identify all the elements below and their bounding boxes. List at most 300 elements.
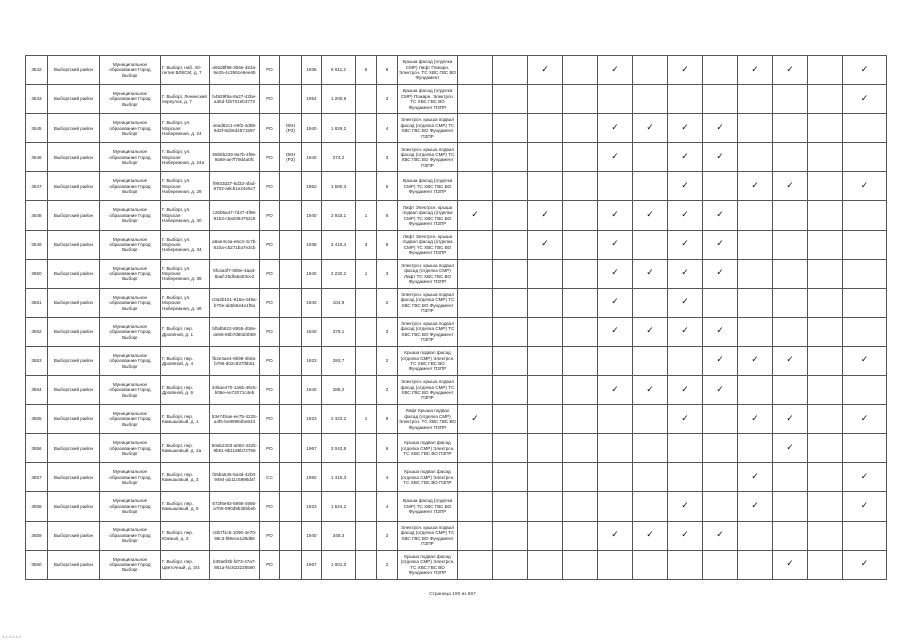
note-cell <box>280 550 302 579</box>
address-cell: Г. Выборг, пер. Южный, д. 2 <box>161 521 210 550</box>
check-cell <box>458 521 493 550</box>
check-cell <box>528 85 563 114</box>
floors-cell <box>356 492 377 521</box>
check-cell <box>668 201 703 230</box>
check-mark-icon: ✓ <box>611 210 619 221</box>
guid-cell: bf5db822-6555-4b8e-ae56-86b7d60d4059 <box>210 317 260 346</box>
address-cell: Г. Выборг, пер. Дровяной, д. 4 <box>161 346 210 375</box>
check-cell <box>668 405 703 434</box>
check-cell <box>808 376 843 405</box>
check-cell <box>703 288 738 317</box>
check-mark-icon: ✓ <box>681 210 689 221</box>
check-cell <box>808 405 843 434</box>
material-cell: РО <box>260 56 280 85</box>
check-cell <box>563 492 598 521</box>
row-number: 3548 <box>26 201 48 230</box>
row-number: 3555 <box>26 405 48 434</box>
note-cell <box>280 288 302 317</box>
check-mark-icon: ✓ <box>681 239 689 250</box>
check-cell <box>528 288 563 317</box>
check-cell <box>633 56 668 85</box>
entrances-cell: 9 <box>377 56 398 85</box>
note-cell <box>280 434 302 463</box>
check-cell <box>843 434 887 463</box>
check-cell <box>703 56 738 85</box>
check-mark-icon: ✓ <box>681 413 689 424</box>
guid-cell: 346ae470-1a5b-49c5-b08e-ee72071c4e5 <box>210 376 260 405</box>
check-cell <box>598 201 633 230</box>
check-cell <box>633 521 668 550</box>
check-cell <box>598 230 633 259</box>
check-cell <box>738 288 773 317</box>
note-cell <box>280 259 302 288</box>
works-cell: Крыша фасад (отделка СМР) Пожарн. Электрсн. ТС ХВС ГВС ВО Фундамент ПЗПР <box>398 85 458 114</box>
check-cell <box>738 259 773 288</box>
year-cell: 1936 <box>302 56 322 85</box>
year-cell: 1967 <box>302 550 322 579</box>
check-cell <box>773 550 808 579</box>
area-cell: 274,2 <box>322 143 356 172</box>
check-cell <box>668 550 703 579</box>
check-mark-icon: ✓ <box>860 355 869 366</box>
material-cell: РО <box>260 521 280 550</box>
row-number: 3559 <box>26 521 48 550</box>
check-cell <box>458 346 493 375</box>
check-cell <box>668 288 703 317</box>
check-mark-icon: ✓ <box>786 355 794 366</box>
check-cell <box>493 230 528 259</box>
works-cell: Крыша фасад (отделка СМР) ТС ХВС ГВС ВО Фундамент ПЗПР <box>398 172 458 201</box>
check-cell <box>703 550 738 579</box>
check-mark-icon: ✓ <box>611 530 619 541</box>
check-cell <box>598 172 633 201</box>
table-row <box>26 550 887 579</box>
check-mark-icon: ✓ <box>646 326 654 337</box>
area-cell: 285,2 <box>322 376 356 405</box>
row-number: 3549 <box>26 230 48 259</box>
table-row <box>26 172 887 201</box>
check-mark-icon: ✓ <box>860 471 869 482</box>
table-row <box>26 492 887 521</box>
table-row <box>26 56 887 85</box>
row-number: 3550 <box>26 259 48 288</box>
check-mark-icon: ✓ <box>611 151 619 162</box>
guid-cell: 672f6e93-5990-4985-a706-990d9b35bbeb <box>210 492 260 521</box>
entrances-cell: 4 <box>377 463 398 492</box>
entrances-cell: 6 <box>377 434 398 463</box>
check-cell <box>738 463 773 492</box>
check-cell <box>633 405 668 434</box>
floors-cell <box>356 434 377 463</box>
note-cell <box>280 376 302 405</box>
entrances-cell: 2 <box>377 521 398 550</box>
check-mark-icon: ✓ <box>681 64 689 75</box>
municipality-cell: Муниципальное образование Город Выборг <box>100 201 161 230</box>
year-cell: 1940 <box>302 521 322 550</box>
check-cell <box>563 259 598 288</box>
check-mark-icon: ✓ <box>471 210 479 221</box>
note-cell <box>280 172 302 201</box>
guid-cell: a92d8f98-3b6e-453a-9e25-4c3991e6ee65 <box>210 56 260 85</box>
material-cell: РО <box>260 172 280 201</box>
row-number: 3556 <box>26 434 48 463</box>
note-cell <box>280 85 302 114</box>
check-cell <box>633 550 668 579</box>
table-row <box>26 114 887 143</box>
works-cell: Лифт Электрсн. крыша подвал фасад (отделка СМР) ТС ХВС ГВС ВО Фундамент ПЗПР <box>398 230 458 259</box>
check-mark-icon: ✓ <box>860 93 869 104</box>
municipality-cell: Муниципальное образование Город Выборг <box>100 288 161 317</box>
area-cell: 1 200,9 <box>322 85 356 114</box>
district-cell: Выборгский район <box>48 376 100 405</box>
entrances-cell: 2 <box>377 288 398 317</box>
table-row <box>26 376 887 405</box>
check-cell <box>528 550 563 579</box>
works-cell: Электрсн. крыша подвал фасад (отделка СМР) ТС ХВС ГВС ВО Фундамент ПЗПР <box>398 317 458 346</box>
check-cell <box>738 346 773 375</box>
check-cell <box>633 259 668 288</box>
table-row <box>26 230 887 259</box>
check-mark-icon: ✓ <box>611 268 619 279</box>
note-cell <box>280 521 302 550</box>
check-cell <box>773 521 808 550</box>
check-mark-icon: ✓ <box>786 64 794 75</box>
works-cell: Электрсн. крыша подвал фасад (отделка СМР) ТС ХВС ГВС ВО Фундамент ПЗПР <box>398 288 458 317</box>
check-mark-icon: ✓ <box>611 297 619 308</box>
district-cell: Выборгский район <box>48 201 100 230</box>
check-cell <box>773 230 808 259</box>
check-cell <box>598 434 633 463</box>
check-cell <box>738 376 773 405</box>
check-cell <box>563 201 598 230</box>
check-cell <box>458 143 493 172</box>
table-row <box>26 259 887 288</box>
check-cell <box>633 346 668 375</box>
check-cell <box>773 434 808 463</box>
district-cell: Выборгский район <box>48 463 100 492</box>
check-cell <box>843 550 887 579</box>
check-cell <box>738 56 773 85</box>
floors-cell <box>356 463 377 492</box>
address-cell: Г. Выборг, ул. Морская Набережная, д. 46 <box>161 288 210 317</box>
check-cell <box>528 346 563 375</box>
row-number: 3546 <box>26 143 48 172</box>
check-cell <box>598 463 633 492</box>
floors-cell <box>356 317 377 346</box>
floors-cell <box>356 550 377 579</box>
check-mark-icon: ✓ <box>646 530 654 541</box>
year-cell: 1923 <box>302 405 322 434</box>
area-cell: 2 422,2 <box>322 405 356 434</box>
table-row <box>26 405 887 434</box>
page-footer: Страница 190 из 667 <box>429 592 476 597</box>
material-cell: РО <box>260 550 280 579</box>
check-cell <box>633 317 668 346</box>
check-mark-icon: ✓ <box>786 559 794 570</box>
check-mark-icon: ✓ <box>716 384 724 395</box>
check-mark-icon: ✓ <box>860 64 869 75</box>
check-mark-icon: ✓ <box>611 64 619 75</box>
check-cell <box>458 550 493 579</box>
check-cell <box>703 317 738 346</box>
check-cell <box>703 172 738 201</box>
floors-cell <box>356 288 377 317</box>
check-cell <box>668 317 703 346</box>
check-cell <box>458 288 493 317</box>
note-cell <box>280 56 302 85</box>
check-cell <box>703 405 738 434</box>
check-cell <box>493 492 528 521</box>
year-cell: 1962 <box>302 172 322 201</box>
guid-cell: 53e74bae-ee75-4225-a4f5-be89984be643 <box>210 405 260 434</box>
check-cell <box>633 114 668 143</box>
check-cell <box>563 550 598 579</box>
check-cell <box>668 259 703 288</box>
material-cell: РО <box>260 288 280 317</box>
check-mark-icon: ✓ <box>611 239 619 250</box>
row-number: 3557 <box>26 463 48 492</box>
check-cell <box>633 492 668 521</box>
check-cell <box>843 463 887 492</box>
address-cell: Г. Выборг, пер. Цветочный, д. 3/4 <box>161 550 210 579</box>
check-cell <box>808 463 843 492</box>
check-cell <box>773 259 808 288</box>
note-cell <box>280 201 302 230</box>
note-cell <box>280 317 302 346</box>
check-cell <box>703 114 738 143</box>
check-cell <box>843 376 887 405</box>
check-cell <box>738 434 773 463</box>
check-cell <box>493 405 528 434</box>
check-cell <box>843 521 887 550</box>
check-cell <box>493 259 528 288</box>
row-number: 3545 <box>26 114 48 143</box>
check-cell <box>808 346 843 375</box>
check-cell <box>493 463 528 492</box>
municipality-cell: Муниципальное образование Город Выборг <box>100 317 161 346</box>
check-cell <box>703 346 738 375</box>
check-cell <box>703 376 738 405</box>
check-cell <box>703 85 738 114</box>
floors-cell: 1 <box>356 259 377 288</box>
check-cell <box>458 201 493 230</box>
check-cell <box>808 521 843 550</box>
check-cell <box>528 172 563 201</box>
check-cell <box>738 317 773 346</box>
check-mark-icon: ✓ <box>541 239 549 250</box>
address-cell: Г. Выборг, ул. Морская Набережная, д. 34 <box>161 230 210 259</box>
check-cell <box>738 143 773 172</box>
check-cell <box>493 172 528 201</box>
check-cell <box>703 521 738 550</box>
table-row <box>26 201 887 230</box>
area-cell: 348,3 <box>322 521 356 550</box>
check-cell <box>703 492 738 521</box>
check-cell <box>493 114 528 143</box>
year-cell: 1923 <box>302 346 322 375</box>
year-cell: 1940 <box>302 201 322 230</box>
check-cell <box>668 172 703 201</box>
check-cell <box>493 521 528 550</box>
check-cell <box>598 143 633 172</box>
address-cell: Г. Выборг, пер. Дровяной, д. 1 <box>161 317 210 346</box>
check-cell <box>598 405 633 434</box>
material-cell: РО <box>260 143 280 172</box>
floors-cell <box>356 143 377 172</box>
floors-cell <box>356 376 377 405</box>
check-cell <box>668 143 703 172</box>
check-cell <box>808 143 843 172</box>
check-cell <box>563 463 598 492</box>
check-cell <box>598 521 633 550</box>
check-mark-icon: ✓ <box>611 122 619 133</box>
check-mark-icon: ✓ <box>751 471 759 482</box>
note-cell <box>280 492 302 521</box>
check-mark-icon: ✓ <box>751 355 759 366</box>
check-cell <box>633 85 668 114</box>
check-cell <box>633 434 668 463</box>
check-cell <box>598 492 633 521</box>
check-cell <box>668 56 703 85</box>
check-cell <box>773 317 808 346</box>
table-row <box>26 434 887 463</box>
check-mark-icon: ✓ <box>681 530 689 541</box>
district-cell: Выборгский район <box>48 521 100 550</box>
floors-cell: 1 <box>356 405 377 434</box>
check-cell <box>808 434 843 463</box>
check-cell <box>668 434 703 463</box>
check-mark-icon: ✓ <box>541 64 549 75</box>
check-cell <box>563 376 598 405</box>
check-cell <box>493 376 528 405</box>
works-cell: Крыша фасад (отделка СМР) ТС ХВС ГВС ВО Фундамент ПЗПР <box>398 492 458 521</box>
check-mark-icon: ✓ <box>681 151 689 162</box>
check-mark-icon: ✓ <box>751 413 759 424</box>
check-cell <box>633 201 668 230</box>
check-cell <box>703 463 738 492</box>
municipality-cell: Муниципальное образование Город Выборг <box>100 230 161 259</box>
check-cell <box>703 201 738 230</box>
check-cell <box>773 56 808 85</box>
floors-cell <box>356 172 377 201</box>
check-cell <box>668 463 703 492</box>
check-cell <box>668 492 703 521</box>
area-cell: 3 416,4 <box>322 230 356 259</box>
check-mark-icon: ✓ <box>716 326 724 337</box>
check-cell <box>843 346 887 375</box>
check-cell <box>808 288 843 317</box>
check-cell <box>563 230 598 259</box>
check-cell <box>773 85 808 114</box>
area-cell: 1 001,0 <box>322 550 356 579</box>
check-cell <box>843 143 887 172</box>
check-cell <box>528 405 563 434</box>
district-cell: Выборгский район <box>48 143 100 172</box>
check-mark-icon: ✓ <box>541 210 549 221</box>
note-cell <box>280 346 302 375</box>
check-cell <box>528 317 563 346</box>
check-cell <box>808 201 843 230</box>
check-cell <box>633 143 668 172</box>
entrances-cell: 3 <box>377 317 398 346</box>
municipality-cell: Муниципальное образование Город Выборг <box>100 114 161 143</box>
check-cell <box>773 463 808 492</box>
address-cell: Г. Выборг, пер. Камышовый, д. 2а <box>161 434 210 463</box>
year-cell: 1940 <box>302 143 322 172</box>
year-cell: 1923 <box>302 492 322 521</box>
check-cell <box>633 463 668 492</box>
year-cell: 1967 <box>302 434 322 463</box>
check-cell <box>563 56 598 85</box>
check-cell <box>458 434 493 463</box>
floors-cell <box>356 346 377 375</box>
table-row <box>26 346 887 375</box>
floors-cell <box>356 114 377 143</box>
check-mark-icon: ✓ <box>751 64 759 75</box>
entrances-cell: 2 <box>377 550 398 579</box>
municipality-cell: Муниципальное образование Город Выборг <box>100 434 161 463</box>
note-cell: ОКН (РЗ) <box>280 143 302 172</box>
check-cell <box>633 172 668 201</box>
check-cell <box>598 317 633 346</box>
material-cell: РО <box>260 317 280 346</box>
row-number: 3554 <box>26 376 48 405</box>
check-cell <box>493 434 528 463</box>
check-cell <box>843 85 887 114</box>
area-cell: 3 043,8 <box>322 434 356 463</box>
row-number: 3552 <box>26 317 48 346</box>
area-cell: 379,1 <box>322 317 356 346</box>
check-cell <box>843 288 887 317</box>
check-cell <box>738 405 773 434</box>
check-cell <box>458 463 493 492</box>
row-number: 3558 <box>26 492 48 521</box>
check-cell <box>563 85 598 114</box>
row-number: 3551 <box>26 288 48 317</box>
check-mark-icon: ✓ <box>751 500 759 511</box>
check-cell <box>703 143 738 172</box>
check-cell <box>738 230 773 259</box>
entrances-cell: 6 <box>377 230 398 259</box>
check-cell <box>668 85 703 114</box>
check-cell <box>563 346 598 375</box>
check-mark-icon: ✓ <box>716 122 724 133</box>
check-cell <box>458 230 493 259</box>
area-cell: 1 624,2 <box>322 492 356 521</box>
check-cell <box>598 114 633 143</box>
check-cell <box>563 405 598 434</box>
check-cell <box>773 288 808 317</box>
check-mark-icon: ✓ <box>681 180 689 191</box>
check-mark-icon: ✓ <box>681 384 689 395</box>
entrances-cell: 6 <box>377 201 398 230</box>
entrances-cell: 2 <box>377 346 398 375</box>
table-row <box>26 85 887 114</box>
check-cell <box>458 259 493 288</box>
check-cell <box>528 201 563 230</box>
table-row <box>26 317 887 346</box>
row-number: 3542 <box>26 56 48 85</box>
municipality-cell: Муниципальное образование Город Выборг <box>100 56 161 85</box>
check-mark-icon: ✓ <box>786 180 794 191</box>
check-mark-icon: ✓ <box>646 268 654 279</box>
entrances-cell: 3 <box>377 143 398 172</box>
address-cell: Г. Выборг, ул. Морская Набережная, д. 28 <box>161 172 210 201</box>
floors-cell: 5 <box>356 56 377 85</box>
check-mark-icon: ✓ <box>860 180 869 191</box>
print-marker: 4.4.4.4.4.4 <box>2 634 21 639</box>
address-cell: Г. Выборг, наб. 40-летия ВЛКСМ, д. 7 <box>161 56 210 85</box>
